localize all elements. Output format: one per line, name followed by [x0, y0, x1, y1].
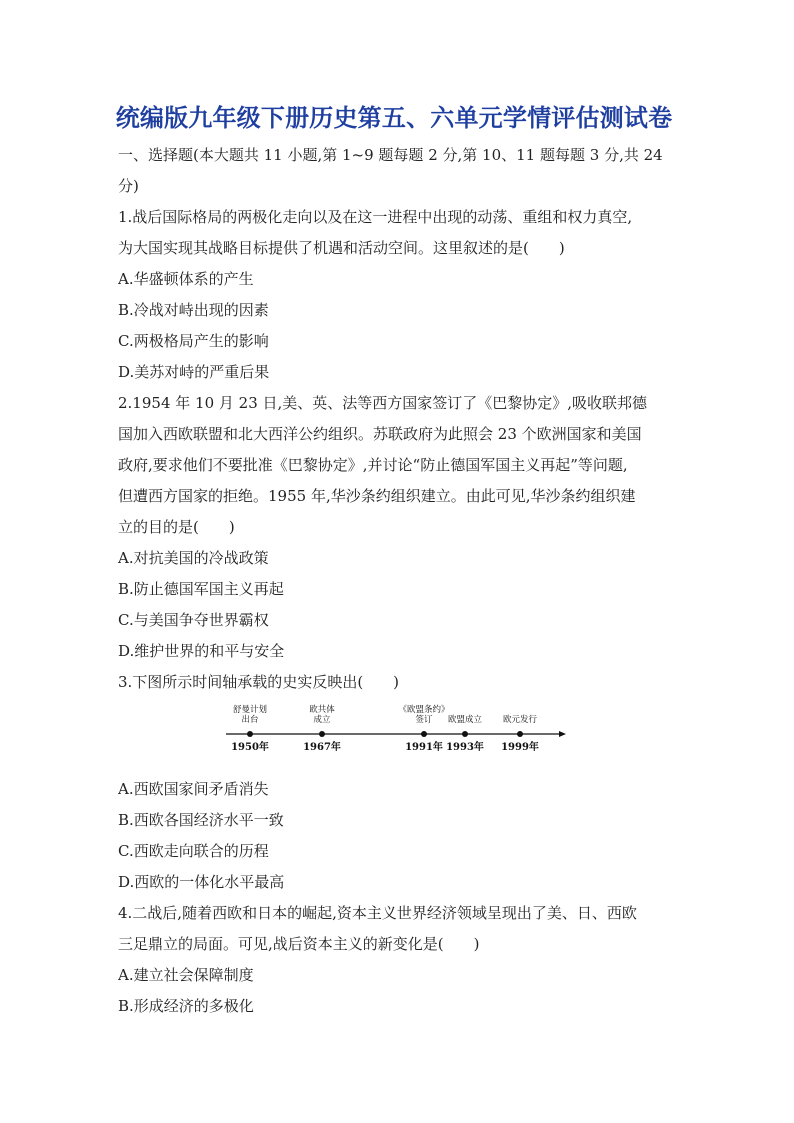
question-3 [118, 667, 678, 898]
timeline-year-1967: 1967年 [303, 742, 341, 753]
timeline-dot-1950 [247, 731, 253, 737]
question-4-option-a: A.建立社会保障制度 [118, 966, 254, 984]
section-heading-line-1: 一、选择题(本大题共 11 小题,第 1~9 题每题 2 分,第 10、11 题每题 3 分,共 24 [118, 146, 663, 164]
timeline-label-1967-top: 欧共体 [309, 705, 335, 715]
question-1-stem-line-2: 为大国实现其战略目标提供了机遇和活动空间。这里叙述的是( ) [118, 239, 565, 257]
timeline-label-1991-bottom: 签订 [415, 715, 433, 725]
question-2-option-a: A.对抗美国的冷战政策 [118, 549, 269, 567]
question-3-stem: 3.下图所示时间轴承载的史实反映出( ) [118, 673, 400, 691]
question-3-option-d: D.西欧的一体化水平最高 [118, 873, 285, 891]
timeline-label-1950-bottom: 出台 [241, 715, 259, 725]
timeline-label-1999: 欧元发行 [502, 715, 538, 725]
timeline-year-1950: 1950年 [231, 742, 269, 753]
question-4-stem-line-1: 4.二战后,随着西欧和日本的崛起,资本主义世界经济领域呈现出了美、日、西欧 [118, 904, 637, 922]
question-2-option-b: B.防止德国军国主义再起 [118, 580, 284, 598]
timeline-event-1950 [231, 704, 269, 753]
timeline-label-1967-bottom: 成立 [313, 715, 331, 725]
question-1-option-a: A.华盛顿体系的产生 [118, 270, 254, 288]
timeline-event-1967 [303, 704, 341, 753]
question-4 [118, 898, 678, 1022]
timeline-label-1950-top: 舒曼计划 [232, 705, 268, 715]
timeline-label-1993: 欧盟成立 [447, 715, 483, 725]
question-2-stem-line-4: 但遭西方国家的拒绝。1955 年,华沙条约组织建立。由此可见,华沙条约组织建 [118, 487, 636, 505]
question-1-option-b: B.冷战对峙出现的因素 [118, 301, 269, 319]
question-2-stem-line-3: 政府,要求他们不要批准《巴黎协定》,并讨论“防止德国军国主义再起”等问题, [118, 456, 628, 474]
timeline-dot-1991 [421, 731, 427, 737]
question-3-option-b: B.西欧各国经济水平一致 [118, 811, 284, 829]
timeline-svg [226, 702, 566, 758]
question-4-option-b: B.形成经济的多极化 [118, 997, 254, 1015]
question-2-stem-line-5: 立的目的是( ) [118, 518, 235, 536]
question-2-option-c: C.与美国争夺世界霸权 [118, 611, 269, 629]
question-1-option-d: D.美苏对峙的严重后果 [118, 363, 270, 381]
question-2-stem-line-2: 国加入西欧联盟和北大西洋公约组织。苏联政府为此照会 23 个欧洲国家和美国 [118, 425, 642, 443]
question-2 [118, 388, 678, 667]
question-2-stem-line-1: 2.1954 年 10 月 23 日,美、英、法等西方国家签订了《巴黎协定》,吸收联邦德 [118, 394, 648, 412]
timeline-label-1991-top: 《欧盟条约》 [398, 705, 450, 715]
timeline-dot-1999 [517, 731, 523, 737]
timeline-year-1991: 1991年 [405, 742, 443, 753]
timeline-figure [118, 702, 678, 774]
question-1-option-c: C.两极格局产生的影响 [118, 332, 269, 350]
exam-title: 统编版九年级下册历史第五、六单元学情评估测试卷 [115, 104, 673, 132]
question-4-stem-line-2: 三足鼎立的局面。可见,战后资本主义的新变化是( ) [118, 935, 480, 953]
timeline-event-1991 [398, 704, 449, 753]
question-2-option-d: D.维护世界的和平与安全 [118, 642, 285, 660]
section-heading-line-2: 分) [118, 177, 139, 195]
timeline-dot-1967 [319, 731, 325, 737]
question-3-option-c: C.西欧走向联合的历程 [118, 842, 269, 860]
exam-page [115, 96, 678, 1022]
timeline-year-1993: 1993年 [446, 742, 484, 753]
timeline-dot-1993 [462, 731, 468, 737]
question-1-stem-line-1: 1.战后国际格局的两极化走向以及在这一进程中出现的动荡、重组和权力真空, [118, 208, 633, 226]
question-3-option-a: A.西欧国家间矛盾消失 [118, 780, 269, 798]
timeline-year-1999: 1999年 [501, 742, 539, 753]
question-1 [118, 202, 678, 388]
timeline-arrow [559, 731, 566, 737]
